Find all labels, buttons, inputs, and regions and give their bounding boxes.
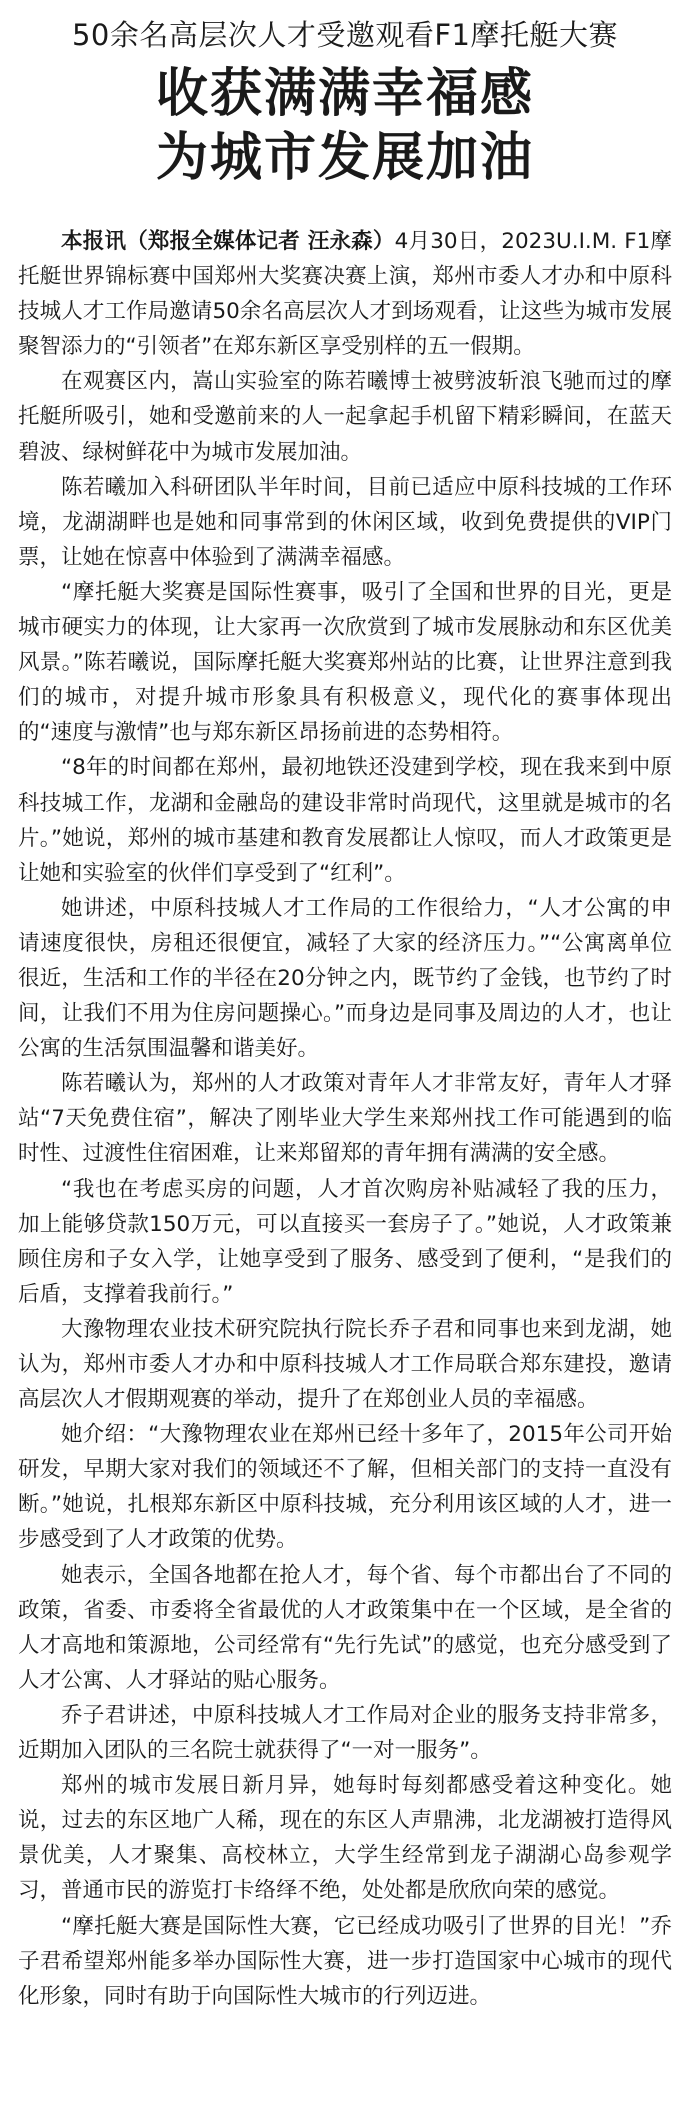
paragraph-7: 陈若曦认为，郑州的人才政策对青年人才非常友好，青年人才驿站“7天免费住宿”，解决了刚毕业大学生来郑州找工作可能遇到的临时性、过渡性住宿困难，让来郑留郑的青年拥有满满的安全感。 (18, 1071, 672, 1167)
article-kicker: 50余名高层次人才受邀观看F1摩托艇大赛 (71, 18, 619, 52)
paragraph-9: 大豫物理农业技术研究院执行院长乔子君和同事也来到龙湖，她认为，郑州市委人才办和中原科技城人才工作局联合郑东建投，邀请高层次人才假期观赛的举动，提升了在郑创业人员的幸福感。 (18, 1316, 672, 1413)
paragraph-11: 她表示，全国各地都在抢人才，每个省、每个市都出台了不同的政策，省委、市委将全省最优的人才政策集中在一个区域，是全省的人才高地和策源地，公司经常有“先行先试”的感觉，也充分感受到了人才公寓、人才驿站的贴心服务。 (18, 1562, 672, 1693)
byline: （郑报全媒体记者 汪永森） (126, 229, 395, 254)
article-headline (18, 62, 672, 190)
paragraph-8: “我也在考虑买房的问题，人才首次购房补贴减轻了我的压力，加上能够贷款150万元，可以直接买一套房子了。”她说，人才政策兼顾住房和子女入学，让她享受到了服务、感受到了便利，“是我们的后盾，支撑着我前行。” (18, 1176, 672, 1307)
article-body (18, 224, 672, 2014)
paragraph-6: 她讲述，中原科技城人才工作局的工作很给力，“人才公寓的申请速度很快，房租还很便宜，减轻了大家的经济压力。”“公寓离单位很近，生活和工作的半径在20分钟之内，既节约了金钱，也节约了时间，让我们不用为住房问题操心。”而身边是同事及周边的人才，也让公寓的生活氛围温馨和谐美好。 (18, 895, 672, 1062)
paragraph-10: 她介绍：“大豫物理农业在郑州已经十多年了，2015年公司开始研发，早期大家对我们的领域还不了解，但相关部门的支持一直没有断。”她说，扎根郑东新区中原科技城，充分利用该区域的人才，进一步感受到了人才政策的优势。 (18, 1422, 672, 1553)
paragraph-2: 在观赛区内，嵩山实验室的陈若曦博士被劈波斩浪飞驰而过的摩托艇所吸引，她和受邀前来的人一起拿起手机留下精彩瞬间，在蓝天碧波、绿树鲜花中为城市发展加油。 (18, 369, 672, 465)
lead-tag: 本报讯 (61, 229, 127, 254)
paragraph-3: 陈若曦加入科研团队半年时间，目前已适应中原科技城的工作环境，龙湖湖畔也是她和同事常到的休闲区域，收到免费提供的VIP门票，让她在惊喜中体验到了满满幸福感。 (18, 474, 672, 570)
paragraph-14: “摩托艇大赛是国际性大赛，它已经成功吸引了世界的目光！”乔子君希望郑州能多举办国际性大赛，进一步打造国家中心城市的现代化形象，同时有助于向国际性大城市的行列迈进。 (18, 1913, 672, 2009)
paragraph-1-text: 4月30日，2023U.I.M. F1摩托艇世界锦标赛中国郑州大奖赛决赛上演，郑州市委人才办和中原科技城人才工作局邀请50余名高层次人才到场观看，让这些为城市发展聚智添力的“引领者”在郑东新区享受别样的五一假期。 (18, 229, 672, 360)
paragraph-1 (18, 224, 672, 364)
headline-line-2: 为城市发展加油 (155, 128, 534, 188)
paragraph-5: “8年的时间都在郑州，最初地铁还没建到学校，现在我来到中原科技城工作，龙湖和金融岛的建设非常时尚现代，这里就是城市的名片。”她说，郑州的城市基建和教育发展都让人惊叹，而人才政策更是让她和实验室的伙伴们享受到了“红利”。 (18, 755, 672, 886)
headline-line-1: 收获满满幸福感 (155, 64, 534, 124)
paragraph-4: “摩托艇大奖赛是国际性赛事，吸引了全国和世界的目光，更是城市硬实力的体现，让大家再一次欣赏到了城市发展脉动和东区优美风景。”陈若曦说，国际摩托艇大奖赛郑州站的比赛，让世界注意到我们的城市，对提升城市形象具有积极意义，现代化的赛事体现出的“速度与激情”也与郑东新区昂扬前进的态势相符。 (18, 579, 672, 746)
paragraph-13: 郑州的城市发展日新月异，她每时每刻都感受着这种变化。她说，过去的东区地广人稀，现在的东区人声鼎沸，北龙湖被打造得风景优美，人才聚集、高校林立，大学生经常到龙子湖湖心岛参观学习，普通市民的游览打卡络绎不绝，处处都是欣欣向荣的感觉。 (18, 1773, 672, 1904)
paragraph-12: 乔子君讲述，中原科技城人才工作局对企业的服务支持非常多，近期加入团队的三名院士就获得了“一对一服务”。 (18, 1702, 672, 1764)
